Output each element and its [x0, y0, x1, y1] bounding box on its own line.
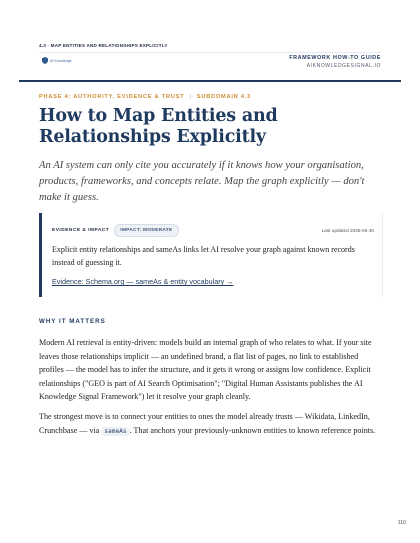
paragraph-text: . That anchors your previously-unknown entities to known reference points.	[129, 425, 376, 435]
page-title: How to Map Entities and Relationships Explicitly	[39, 106, 278, 147]
running-head: 4.3 · MAP ENTITIES AND RELATIONSHIPS EXPLICITLY	[39, 43, 168, 48]
paragraph-text: The strongest move is to connect your entities to ones the model already trusts — Wikidata, LinkedIn, Crunchbase — via	[39, 412, 370, 435]
top-divider	[39, 52, 381, 53]
subdomain-label: SUBDOMAIN 4.3	[196, 94, 252, 100]
shield-logo-icon	[42, 57, 48, 64]
inline-code: sameAs	[101, 427, 129, 436]
section-heading: WHY IT MATTERS	[39, 318, 106, 325]
body-paragraph	[39, 410, 384, 438]
header-divider	[19, 80, 401, 82]
guide-site: AIKNOWLEDGESIGNAL.IO	[306, 63, 381, 69]
callout-title: EVIDENCE & IMPACT	[52, 228, 110, 233]
callout-body: Explicit entity relationships and sameAs links let AI resolve your graph against known records instead of guessing it.	[52, 245, 355, 267]
evidence-link[interactable]: Evidence: Schema.org — sameAs & entity vocabulary →	[52, 277, 234, 286]
impact-badge: IMPACT: MODERATE	[114, 224, 178, 237]
phase-separator: |	[189, 94, 192, 100]
evidence-callout	[39, 213, 382, 297]
lede: An AI system can only cite you accurately if it knows how your organisation, products, frameworks, and concepts relate. Map the graph explicitly — don't make it guess.	[39, 160, 365, 204]
callout-header	[52, 224, 179, 237]
body-paragraph: Modern AI retrieval is entity-driven: models build an internal graph of who relates to what. If your site leaves those relationships implicit — an undefined brand, a flat list of pages, no link to established profiles — the model has to infer the structure, and it gets it wrong or assigns low confidence. Explicit relationships ("GEO is part of AI Search Optimisation"; "Digital Human Assistants publishes the AI Knowledge Signal Framework") let it resolve your graph cleanly.	[39, 338, 372, 401]
guide-header	[289, 55, 381, 69]
page-number: 110	[397, 520, 406, 526]
last-updated: Last updated 2025-06-30	[321, 228, 374, 233]
brand-logo	[42, 57, 72, 64]
phase-label: PHASE 4: AUTHORITY, EVIDENCE & TRUST	[39, 94, 185, 100]
logo-wordmark: AI Knowledge	[50, 58, 72, 63]
phase-breadcrumb	[39, 94, 251, 100]
guide-label: FRAMEWORK HOW-TO GUIDE	[289, 55, 381, 61]
